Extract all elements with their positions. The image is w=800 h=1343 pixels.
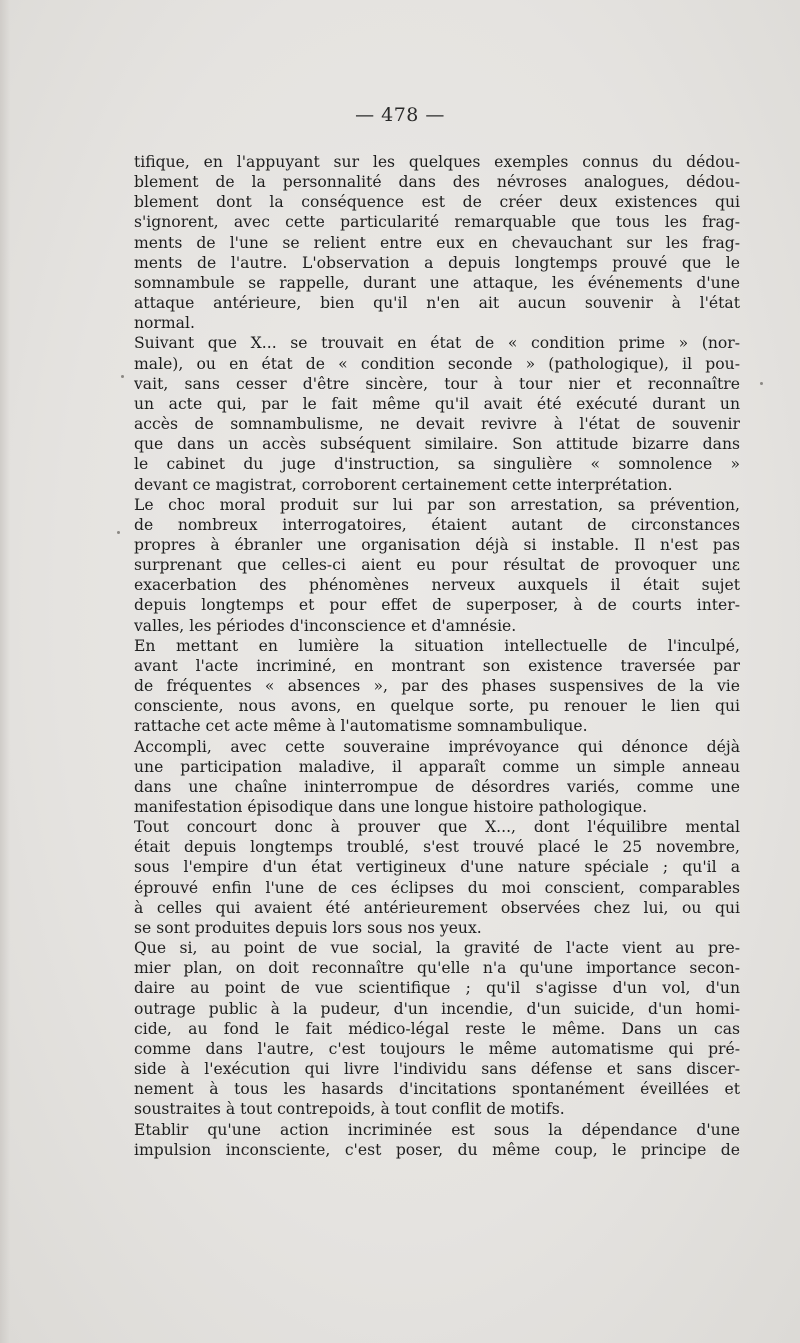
gutter-shadow: [0, 0, 10, 1343]
text-line: somnambule se rappelle, durant une attaque, les événements d'une: [134, 273, 740, 292]
text-line: ments de l'une se relient entre eux en chevauchant sur les frag-: [134, 233, 740, 252]
text-line: Suivant que X... se trouvait en état de « condition prime » (nor-: [134, 334, 740, 353]
text-line: Le choc moral produit sur lui par son arrestation, sa prévention,: [134, 495, 740, 514]
text-line: Etablir qu'une action incriminée est sous la dépendance d'une: [134, 1120, 740, 1139]
text-line: depuis longtemps et pour effet de superposer, à de courts inter-: [134, 596, 740, 615]
text-line: valles, les périodes d'inconscience et d'amnésie.: [134, 616, 517, 635]
text-line: était depuis longtemps troublé, s'est trouvé placé le 25 novembre,: [134, 838, 740, 857]
text-line: nement à tous les hasards d'incitations spontanément éveillées et: [134, 1080, 740, 1099]
text-line: éprouvé enfin l'une de ces éclipses du moi conscient, comparables: [134, 878, 740, 897]
text-line: soustraites à tout contrepoids, à tout conflit de motifs.: [134, 1100, 565, 1119]
body-text: [134, 152, 740, 1160]
text-line: un acte qui, par le fait même qu'il avait été exécuté durant un: [134, 394, 740, 413]
text-line: ments de l'autre. L'observation a depuis longtemps prouvé que le: [134, 253, 740, 272]
text-line: s'ignorent, avec cette particularité remarquable que tous les frag-: [134, 213, 740, 232]
paragraph: [134, 938, 740, 1119]
text-line: vait, sans cesser d'être sincère, tour à tour nier et reconnaître: [134, 374, 740, 393]
text-line: Accompli, avec cette souveraine imprévoyance qui dénonce déjà: [134, 737, 740, 756]
text-line: à celles qui avaient été antérieurement observées chez lui, ou qui: [134, 898, 740, 917]
paragraph: [134, 1120, 740, 1160]
text-line: tifique, en l'appuyant sur les quelques exemples connus du dédou-: [134, 153, 740, 171]
text-line: mier plan, on doit reconnaître qu'elle n'a qu'une importance secon-: [134, 959, 740, 978]
paper-speck: [760, 382, 763, 385]
text-line: impulsion inconsciente, c'est poser, du même coup, le principe de: [134, 1140, 740, 1159]
text-line: normal.: [134, 314, 195, 333]
text-line: de fréquentes « absences », par des phases suspensives de la vie: [134, 677, 740, 696]
text-line: propres à ébranler une organisation déjà si instable. Il n'est pas: [134, 535, 740, 554]
text-line: de nombreux interrogatoires, étaient autant de circonstances: [134, 515, 740, 534]
text-line: attaque antérieure, bien qu'il n'en ait aucun souvenir à l'état: [134, 294, 740, 313]
text-line: cide, au fond le fait médico-légal reste le même. Dans un cas: [134, 1019, 740, 1038]
text-line: blement dont la conséquence est de créer deux existences qui: [134, 193, 740, 212]
text-line: surprenant que celles-ci aient eu pour résultat de provoquer unε: [134, 556, 740, 575]
text-line: consciente, nous avons, en quelque sorte, pu renouer le lien qui: [134, 697, 740, 716]
text-line: manifestation épisodique dans une longue histoire pathologique.: [134, 798, 648, 816]
text-line: avant l'acte incriminé, en montrant son existence traversée par: [134, 656, 740, 675]
paper-speck: [121, 375, 124, 378]
text-line: rattache cet acte même à l'automatisme somnambulique.: [134, 717, 588, 736]
text-line: devant ce magistrat, corroborent certainement cette interprétation.: [134, 475, 673, 494]
text-line: daire au point de vue scientifique ; qu'il s'agisse d'un vol, d'un: [134, 979, 740, 998]
text-line: se sont produites depuis lors sous nos yeux.: [134, 918, 482, 937]
text-line: Tout concourt donc à prouver que X..., dont l'équilibre mental: [134, 818, 740, 837]
paragraph: [134, 817, 740, 938]
text-line: dans une chaîne ininterrompue de désordres variés, comme une: [134, 777, 740, 796]
paragraph: [134, 636, 740, 737]
text-line: comme dans l'autre, c'est toujours le même automatisme qui pré-: [134, 1039, 740, 1058]
text-line: le cabinet du juge d'instruction, sa singulière « somnolence »: [134, 455, 740, 474]
text-line: En mettant en lumière la situation intellectuelle de l'inculpé,: [134, 636, 740, 655]
text-line: sous l'empire d'un état vertigineux d'une nature spéciale ; qu'il a: [134, 858, 740, 877]
paragraph: [134, 737, 740, 818]
text-line: Que si, au point de vue social, la gravité de l'acte vient au pre-: [134, 939, 740, 958]
text-line: side à l'exécution qui livre l'individu sans défense et sans discer-: [134, 1060, 740, 1079]
text-line: blement de la personnalité dans des névroses analogues, dédou-: [134, 173, 740, 192]
paper-speck: [117, 531, 120, 534]
page-number: — 478 —: [355, 104, 445, 126]
paragraph: [134, 495, 740, 636]
text-line: accès de somnambulisme, ne devait revivre à l'état de souvenir: [134, 415, 740, 434]
text-line: exacerbation des phénomènes nerveux auxquels il était sujet: [134, 576, 740, 595]
paragraph: [134, 333, 740, 494]
text-line: que dans un accès subséquent similaire. Son attitude bizarre dans: [134, 435, 740, 454]
text-line: outrage public à la pudeur, d'un incendie, d'un suicide, d'un homi-: [134, 999, 740, 1018]
paragraph: [134, 152, 740, 333]
text-line: une participation maladive, il apparaît comme un simple anneau: [134, 757, 740, 776]
text-line: male), ou en état de « condition seconde » (pathologique), il pou-: [134, 354, 740, 373]
